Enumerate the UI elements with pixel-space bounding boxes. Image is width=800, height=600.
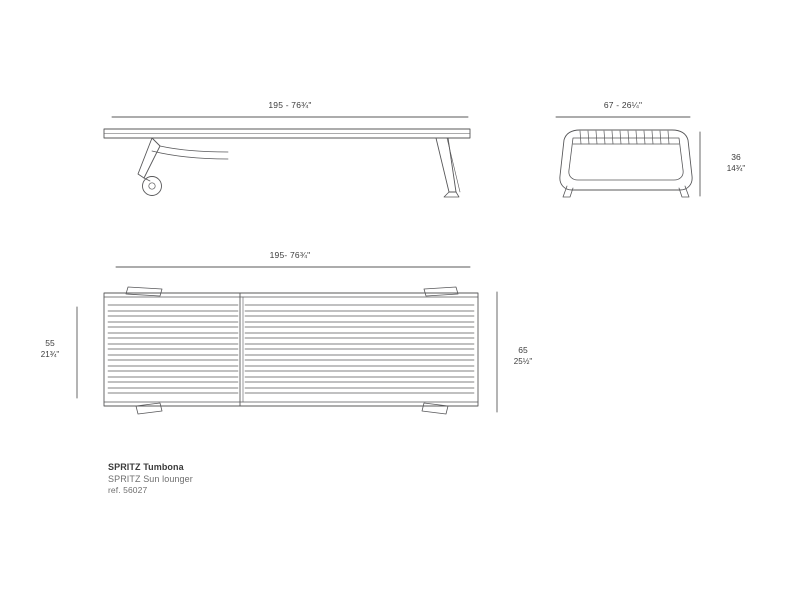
plan-foot-bottom-right — [422, 403, 448, 414]
product-name-en: SPRITZ Sun lounger — [108, 473, 193, 484]
dim-plan-depth-right-cm: 65 — [518, 345, 528, 355]
dim-front-height-in: 14¾" — [726, 164, 746, 173]
side-left-leg — [138, 138, 160, 178]
front-slats — [580, 131, 669, 144]
dim-label-plan-depth-left — [41, 338, 59, 360]
product-reference: ref. 56027 — [108, 485, 148, 495]
dim-front-height-cm: 36 — [731, 152, 741, 162]
dim-plan-depth-left-cm: 55 — [45, 338, 55, 348]
plan-slats-left — [108, 305, 238, 393]
dim-label-front-height — [727, 152, 745, 174]
side-wheel — [143, 177, 162, 196]
side-right-leg — [436, 138, 456, 192]
side-right-foot — [444, 192, 459, 197]
dim-label-side-length: 195 - 76¾" — [268, 100, 312, 110]
side-left-brace-top — [160, 146, 228, 152]
dim-label-plan-depth-right — [514, 345, 532, 367]
plan-foot-top-left — [126, 287, 162, 296]
dim-plan-depth-right-in: 25½" — [513, 357, 533, 366]
side-wheel-hub — [149, 183, 155, 189]
plan-foot-bottom-left — [136, 403, 162, 414]
product-name-es: SPRITZ Tumbona — [108, 462, 184, 472]
dim-label-front-width: 67 - 26¼" — [603, 100, 643, 110]
plan-foot-top-right — [424, 287, 458, 296]
plan-outer-frame — [104, 293, 478, 406]
dim-plan-depth-left-in: 21¾" — [40, 350, 60, 359]
plan-slats-right — [245, 305, 474, 393]
product-caption — [108, 462, 193, 497]
front-body-outline — [560, 130, 692, 190]
dim-label-plan-length: 195- 76¾" — [269, 250, 311, 260]
